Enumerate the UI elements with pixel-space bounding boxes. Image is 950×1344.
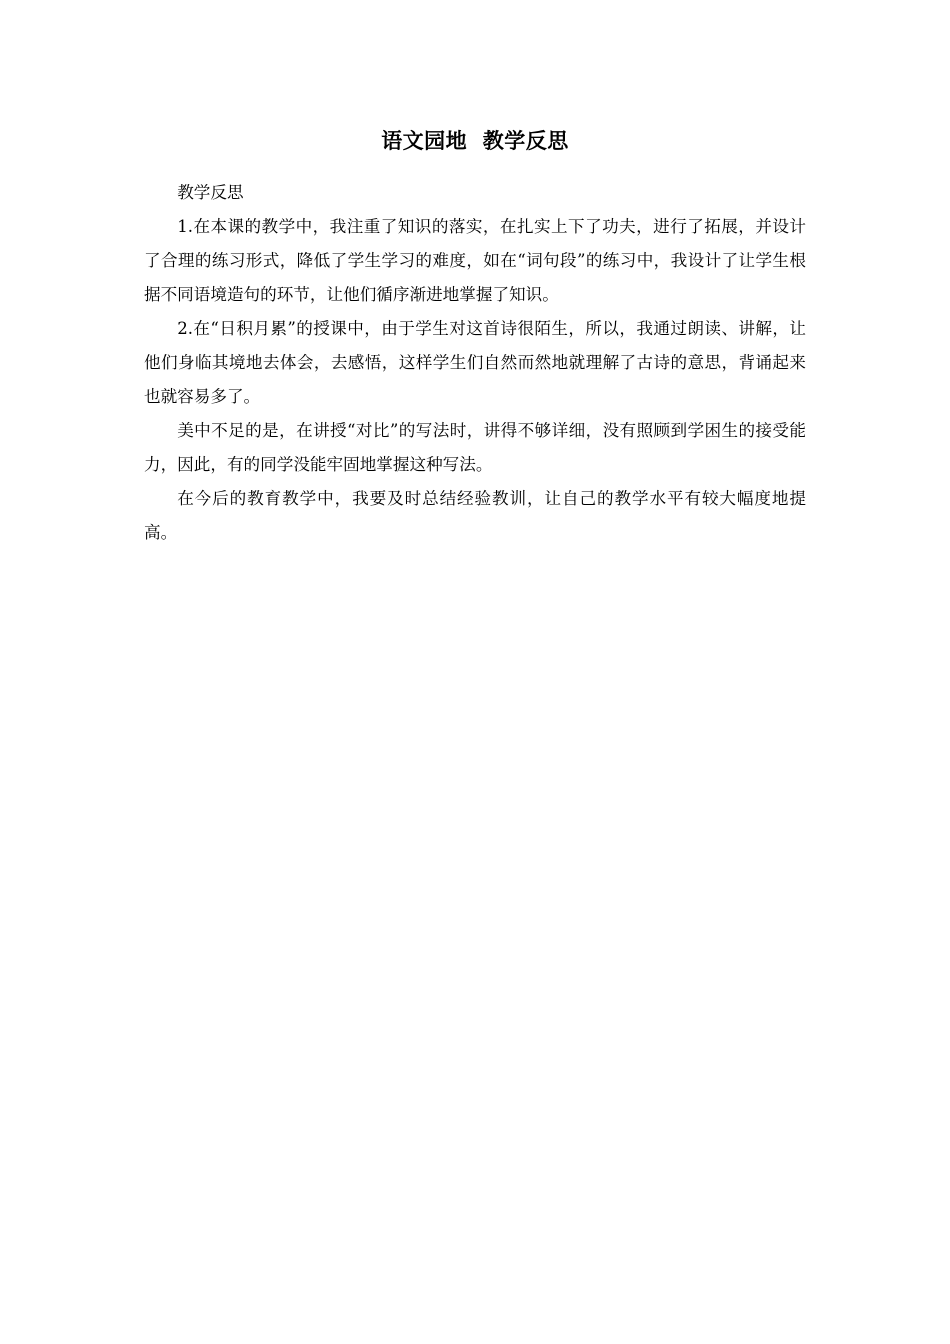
- paragraph-4: 在今后的教育教学中，我要及时总结经验教训，让自己的教学水平有较大幅度地提高。: [144, 489, 806, 542]
- section-heading: 教学反思: [177, 183, 244, 202]
- paragraph-1: 1.在本课的教学中，我注重了知识的落实，在扎实上下了功夫，进行了拓展，并设计了合理的练习形式，降低了学生学习的难度，如在“词句段”的练习中，我设计了让学生根据不同语境造句的环节，让他们循序渐进地掌握了知识。: [144, 217, 806, 304]
- document-body: [144, 176, 806, 550]
- document-title: 语文园地 教学反思: [381, 129, 569, 153]
- paragraph-2: 2.在“日积月累”的授课中，由于学生对这首诗很陌生，所以，我通过朗读、讲解，让他们身临其境地去体会，去感悟，这样学生们自然而然地就理解了古诗的意思，背诵起来也就容易多了。: [144, 319, 806, 406]
- paragraph-3: 美中不足的是，在讲授“对比”的写法时，讲得不够详细，没有照顾到学困生的接受能力，因此，有的同学没能牢固地掌握这种写法。: [144, 421, 806, 474]
